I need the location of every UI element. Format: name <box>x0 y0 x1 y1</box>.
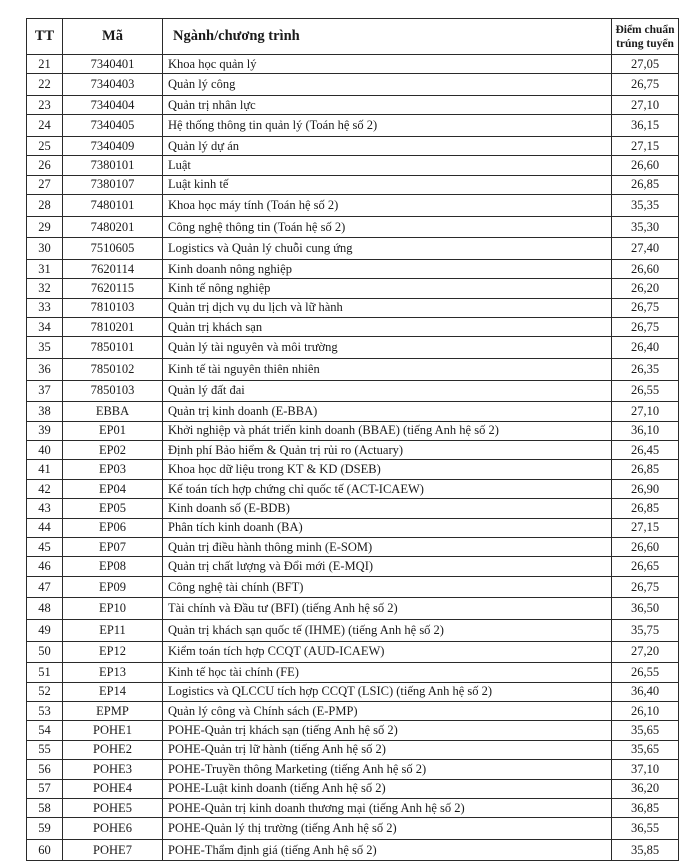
cell-ma: 7620115 <box>63 279 163 298</box>
cell-diem: 26,75 <box>612 298 679 317</box>
table-row <box>27 619 679 641</box>
table-row <box>27 421 679 440</box>
cell-nganh: Quản trị khách sạn quốc tế (IHME) (tiếng Anh hệ số 2) <box>163 619 612 641</box>
cell-diem: 26,75 <box>612 74 679 96</box>
table-row <box>27 337 679 359</box>
cell-ma: EP06 <box>63 518 163 537</box>
cell-tt: 36 <box>27 359 63 381</box>
cell-nganh: Kế toán tích hợp chứng chỉ quốc tế (ACT-ICAEW) <box>163 479 612 498</box>
cell-diem: 26,35 <box>612 359 679 381</box>
cell-diem: 35,35 <box>612 195 679 217</box>
cell-tt: 51 <box>27 663 63 682</box>
cell-ma: 7340405 <box>63 115 163 137</box>
table-row <box>27 298 679 317</box>
table-row <box>27 518 679 537</box>
cell-nganh: Công nghệ thông tin (Toán hệ số 2) <box>163 216 612 238</box>
cell-tt: 40 <box>27 441 63 460</box>
cell-tt: 60 <box>27 839 63 861</box>
table-row <box>27 279 679 298</box>
cell-nganh: Luật kinh tế <box>163 175 612 194</box>
table-row <box>27 479 679 498</box>
cell-tt: 47 <box>27 576 63 598</box>
header-nganh: Ngành/chương trình <box>163 19 612 55</box>
table-row <box>27 779 679 798</box>
cell-diem: 26,75 <box>612 318 679 337</box>
cell-diem: 26,20 <box>612 279 679 298</box>
cell-diem: 35,75 <box>612 619 679 641</box>
cell-ma: EP03 <box>63 460 163 479</box>
cell-tt: 55 <box>27 740 63 759</box>
table-row <box>27 441 679 460</box>
cell-ma: 7480201 <box>63 216 163 238</box>
cell-tt: 34 <box>27 318 63 337</box>
cell-diem: 26,85 <box>612 460 679 479</box>
cell-diem: 27,10 <box>612 95 679 114</box>
table-row <box>27 259 679 278</box>
cell-ma: EP07 <box>63 538 163 557</box>
cell-nganh: Quản trị điều hành thông minh (E-SOM) <box>163 538 612 557</box>
cell-ma: EP09 <box>63 576 163 598</box>
cell-tt: 50 <box>27 641 63 663</box>
cell-tt: 25 <box>27 136 63 155</box>
cell-tt: 56 <box>27 760 63 779</box>
cell-ma: 7850102 <box>63 359 163 381</box>
cell-ma: EP12 <box>63 641 163 663</box>
cell-nganh: Quản trị nhân lực <box>163 95 612 114</box>
cell-ma: POHE1 <box>63 721 163 740</box>
cell-ma: 7380101 <box>63 156 163 175</box>
header-tt: TT <box>27 19 63 55</box>
table-row <box>27 760 679 779</box>
cell-diem: 26,75 <box>612 576 679 598</box>
cell-diem: 35,85 <box>612 839 679 861</box>
cell-tt: 58 <box>27 798 63 817</box>
table-row <box>27 156 679 175</box>
cell-tt: 21 <box>27 55 63 74</box>
cell-nganh: Quản lý dự án <box>163 136 612 155</box>
cell-nganh: Quản trị kinh doanh (E-BBA) <box>163 402 612 421</box>
cell-tt: 48 <box>27 598 63 620</box>
cell-tt: 31 <box>27 259 63 278</box>
cell-tt: 49 <box>27 619 63 641</box>
cell-nganh: Khởi nghiệp và phát triển kinh doanh (BBAE) (tiếng Anh hệ số 2) <box>163 421 612 440</box>
table-row <box>27 598 679 620</box>
table-row <box>27 175 679 194</box>
table-row <box>27 238 679 260</box>
cell-diem: 26,55 <box>612 380 679 402</box>
cell-tt: 22 <box>27 74 63 96</box>
header-row <box>27 19 679 55</box>
cell-nganh: POHE-Quản trị kinh doanh thương mại (tiếng Anh hệ số 2) <box>163 798 612 817</box>
cell-nganh: POHE-Quản trị lữ hành (tiếng Anh hệ số 2) <box>163 740 612 759</box>
cell-diem: 26,65 <box>612 557 679 576</box>
table-row <box>27 798 679 817</box>
table-row <box>27 55 679 74</box>
cell-diem: 36,85 <box>612 798 679 817</box>
table-row <box>27 701 679 720</box>
cell-nganh: Tài chính và Đầu tư (BFI) (tiếng Anh hệ số 2) <box>163 598 612 620</box>
table-row <box>27 136 679 155</box>
admission-scores-sheet <box>26 18 678 861</box>
cell-tt: 27 <box>27 175 63 194</box>
header-diem <box>612 19 679 55</box>
cell-nganh: Kinh doanh số (E-BDB) <box>163 499 612 518</box>
table-row <box>27 195 679 217</box>
cell-ma: 7810103 <box>63 298 163 317</box>
cell-nganh: Logistics và QLCCU tích hợp CCQT (LSIC) (tiếng Anh hệ số 2) <box>163 682 612 701</box>
cell-ma: EP10 <box>63 598 163 620</box>
cell-nganh: Quản lý công <box>163 74 612 96</box>
cell-nganh: Định phí Bảo hiểm & Quản trị rủi ro (Actuary) <box>163 441 612 460</box>
cell-tt: 57 <box>27 779 63 798</box>
cell-diem: 36,50 <box>612 598 679 620</box>
cell-diem: 26,60 <box>612 538 679 557</box>
cell-tt: 45 <box>27 538 63 557</box>
cell-nganh: Luật <box>163 156 612 175</box>
table-row <box>27 557 679 576</box>
table-row <box>27 721 679 740</box>
cell-tt: 59 <box>27 818 63 840</box>
cell-diem: 36,15 <box>612 115 679 137</box>
cell-diem: 26,10 <box>612 701 679 720</box>
cell-ma: 7480101 <box>63 195 163 217</box>
cell-tt: 33 <box>27 298 63 317</box>
cell-tt: 32 <box>27 279 63 298</box>
cell-tt: 54 <box>27 721 63 740</box>
cell-nganh: Công nghệ tài chính (BFT) <box>163 576 612 598</box>
cell-ma: EP08 <box>63 557 163 576</box>
cell-tt: 23 <box>27 95 63 114</box>
cell-tt: 44 <box>27 518 63 537</box>
cell-diem: 26,60 <box>612 259 679 278</box>
cell-ma: 7380107 <box>63 175 163 194</box>
cell-diem: 26,45 <box>612 441 679 460</box>
cell-diem: 26,55 <box>612 663 679 682</box>
cell-ma: EP05 <box>63 499 163 518</box>
cell-diem: 27,20 <box>612 641 679 663</box>
cell-diem: 26,60 <box>612 156 679 175</box>
table-row <box>27 576 679 598</box>
table-row <box>27 682 679 701</box>
cell-diem: 27,15 <box>612 136 679 155</box>
cell-tt: 41 <box>27 460 63 479</box>
cell-nganh: Quản trị khách sạn <box>163 318 612 337</box>
cell-ma: EP02 <box>63 441 163 460</box>
cell-diem: 35,30 <box>612 216 679 238</box>
cell-tt: 35 <box>27 337 63 359</box>
table-row <box>27 499 679 518</box>
cell-diem: 35,65 <box>612 740 679 759</box>
table-row <box>27 115 679 137</box>
table-row <box>27 538 679 557</box>
table-row <box>27 839 679 861</box>
cell-tt: 26 <box>27 156 63 175</box>
cell-nganh: Quản lý đất đai <box>163 380 612 402</box>
cell-ma: POHE7 <box>63 839 163 861</box>
table-row <box>27 318 679 337</box>
cell-ma: 7340403 <box>63 74 163 96</box>
table-row <box>27 359 679 381</box>
header-diem-line2: trúng tuyển <box>616 37 674 50</box>
cell-nganh: Kinh tế nông nghiệp <box>163 279 612 298</box>
table-row <box>27 74 679 96</box>
cell-nganh: POHE-Luật kinh doanh (tiếng Anh hệ số 2) <box>163 779 612 798</box>
cell-ma: EP01 <box>63 421 163 440</box>
cell-ma: POHE5 <box>63 798 163 817</box>
cell-diem: 26,85 <box>612 175 679 194</box>
cell-nganh: Khoa học máy tính (Toán hệ số 2) <box>163 195 612 217</box>
cell-ma: 7850103 <box>63 380 163 402</box>
cell-ma: EP11 <box>63 619 163 641</box>
cell-nganh: Quản lý tài nguyên và môi trường <box>163 337 612 359</box>
cell-ma: POHE4 <box>63 779 163 798</box>
cell-tt: 28 <box>27 195 63 217</box>
cell-nganh: Quản lý công và Chính sách (E-PMP) <box>163 701 612 720</box>
table-header <box>27 19 679 55</box>
cell-tt: 52 <box>27 682 63 701</box>
table-row <box>27 818 679 840</box>
cell-ma: EP13 <box>63 663 163 682</box>
cell-diem: 27,10 <box>612 402 679 421</box>
cell-tt: 29 <box>27 216 63 238</box>
cell-diem: 36,40 <box>612 682 679 701</box>
cell-diem: 36,20 <box>612 779 679 798</box>
cell-nganh: Khoa học quản lý <box>163 55 612 74</box>
cell-tt: 37 <box>27 380 63 402</box>
cell-nganh: Hệ thống thông tin quản lý (Toán hệ số 2) <box>163 115 612 137</box>
cell-ma: EBBA <box>63 402 163 421</box>
cell-nganh: Kinh doanh nông nghiệp <box>163 259 612 278</box>
cell-nganh: POHE-Quản lý thị trường (tiếng Anh hệ số 2) <box>163 818 612 840</box>
table-row <box>27 460 679 479</box>
cell-tt: 42 <box>27 479 63 498</box>
cell-ma: 7340409 <box>63 136 163 155</box>
cell-ma: EPMP <box>63 701 163 720</box>
cell-ma: EP14 <box>63 682 163 701</box>
cell-nganh: Quản trị chất lượng và Đổi mới (E-MQI) <box>163 557 612 576</box>
cell-diem: 36,55 <box>612 818 679 840</box>
cell-diem: 26,40 <box>612 337 679 359</box>
cell-diem: 27,40 <box>612 238 679 260</box>
table-row <box>27 663 679 682</box>
cell-tt: 24 <box>27 115 63 137</box>
cell-diem: 37,10 <box>612 760 679 779</box>
cell-diem: 26,90 <box>612 479 679 498</box>
cell-ma: 7620114 <box>63 259 163 278</box>
cell-nganh: Phân tích kinh doanh (BA) <box>163 518 612 537</box>
cell-tt: 53 <box>27 701 63 720</box>
cell-diem: 35,65 <box>612 721 679 740</box>
cell-ma: POHE3 <box>63 760 163 779</box>
cell-ma: 7850101 <box>63 337 163 359</box>
cell-nganh: POHE-Quản trị khách sạn (tiếng Anh hệ số 2) <box>163 721 612 740</box>
cell-ma: POHE6 <box>63 818 163 840</box>
cell-diem: 27,05 <box>612 55 679 74</box>
table-row <box>27 216 679 238</box>
cell-tt: 46 <box>27 557 63 576</box>
header-diem-line1: Điểm chuẩn <box>615 23 675 36</box>
cell-nganh: Kiểm toán tích hợp CCQT (AUD-ICAEW) <box>163 641 612 663</box>
cell-tt: 38 <box>27 402 63 421</box>
admission-scores-table <box>26 18 679 861</box>
cell-nganh: Quản trị dịch vụ du lịch và lữ hành <box>163 298 612 317</box>
cell-diem: 26,85 <box>612 499 679 518</box>
table-body <box>27 55 679 861</box>
cell-ma: 7340404 <box>63 95 163 114</box>
cell-nganh: POHE-Truyền thông Marketing (tiếng Anh hệ số 2) <box>163 760 612 779</box>
table-row <box>27 380 679 402</box>
table-row <box>27 402 679 421</box>
cell-diem: 27,15 <box>612 518 679 537</box>
cell-tt: 39 <box>27 421 63 440</box>
cell-ma: POHE2 <box>63 740 163 759</box>
cell-tt: 43 <box>27 499 63 518</box>
cell-nganh: Logistics và Quản lý chuỗi cung ứng <box>163 238 612 260</box>
cell-diem: 36,10 <box>612 421 679 440</box>
cell-nganh: Khoa học dữ liệu trong KT & KD (DSEB) <box>163 460 612 479</box>
cell-ma: 7810201 <box>63 318 163 337</box>
cell-ma: 7340401 <box>63 55 163 74</box>
cell-tt: 30 <box>27 238 63 260</box>
cell-nganh: POHE-Thẩm định giá (tiếng Anh hệ số 2) <box>163 839 612 861</box>
cell-nganh: Kinh tế học tài chính (FE) <box>163 663 612 682</box>
table-row <box>27 740 679 759</box>
table-row <box>27 95 679 114</box>
table-row <box>27 641 679 663</box>
cell-ma: EP04 <box>63 479 163 498</box>
header-ma: Mã <box>63 19 163 55</box>
cell-nganh: Kinh tế tài nguyên thiên nhiên <box>163 359 612 381</box>
cell-ma: 7510605 <box>63 238 163 260</box>
